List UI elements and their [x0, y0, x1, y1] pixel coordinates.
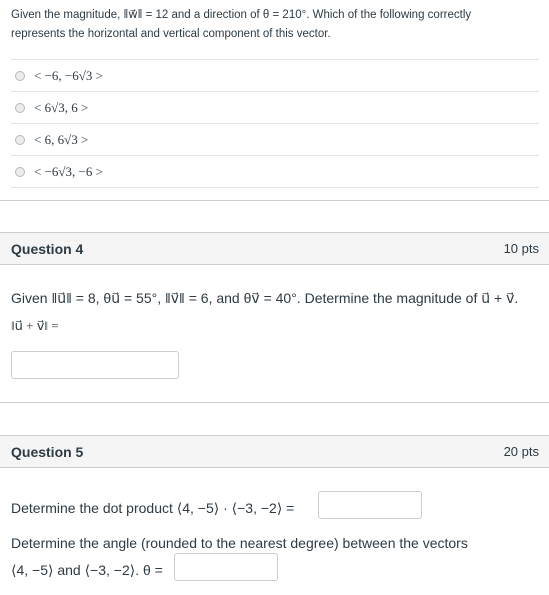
dot-product-answer-input[interactable] [318, 491, 422, 519]
answer-option-label: < 6√3, 6 > [34, 99, 89, 115]
dot-product-prompt: Determine the dot product ⟨4, −5⟩ · ⟨−3, −2⟩ = [11, 500, 295, 516]
question-5-header [0, 435, 549, 468]
question-5-title: Question 5 [11, 444, 84, 460]
question-4-header [0, 232, 549, 265]
answer-option-3[interactable] [11, 123, 539, 155]
angle-prompt-line1: Determine the angle (rounded to the nearest degree) between the vectors [11, 535, 468, 551]
question-separator [0, 200, 549, 201]
question-4-title: Question 4 [11, 241, 84, 257]
question-4-answer-input[interactable] [11, 351, 179, 379]
answer-option-label: < −6, −6√3 > [34, 67, 103, 83]
answer-option-label: < −6√3, −6 > [34, 163, 103, 179]
question-4-points: 10 pts [503, 241, 539, 256]
answer-option-1[interactable] [11, 59, 539, 91]
question-5-points: 20 pts [503, 444, 539, 459]
question-3-prompt-line2: represents the horizontal and vertical component of this vector. [11, 28, 331, 40]
radio-button[interactable] [15, 135, 25, 145]
angle-prompt-line2: ⟨4, −5⟩ and ⟨−3, −2⟩. θ = [11, 562, 163, 578]
question-3-prompt [11, 6, 531, 44]
question-3-prompt-line1: Given the magnitude, ‖w⃗‖ = 12 and a direction of θ = 210°. Which of the following correctly [11, 9, 472, 21]
answer-option-label: < 6, 6√3 > [34, 131, 89, 147]
angle-answer-input[interactable] [174, 553, 278, 581]
radio-button[interactable] [15, 167, 25, 177]
question-3-answer-list [11, 59, 539, 188]
question-4-formula: ‖u⃗ + v⃗‖ = [11, 318, 59, 333]
answer-option-4[interactable] [11, 155, 539, 188]
question-separator [0, 402, 549, 403]
answer-option-2[interactable] [11, 91, 539, 123]
radio-button[interactable] [15, 103, 25, 113]
question-4-prompt: Given ‖u⃗‖ = 8, θu⃗ = 55°, ‖v⃗‖ = 6, and θv⃗ = 40°. Determine the magnitude of u⃗ + v⃗. [11, 290, 519, 306]
radio-button[interactable] [15, 71, 25, 81]
